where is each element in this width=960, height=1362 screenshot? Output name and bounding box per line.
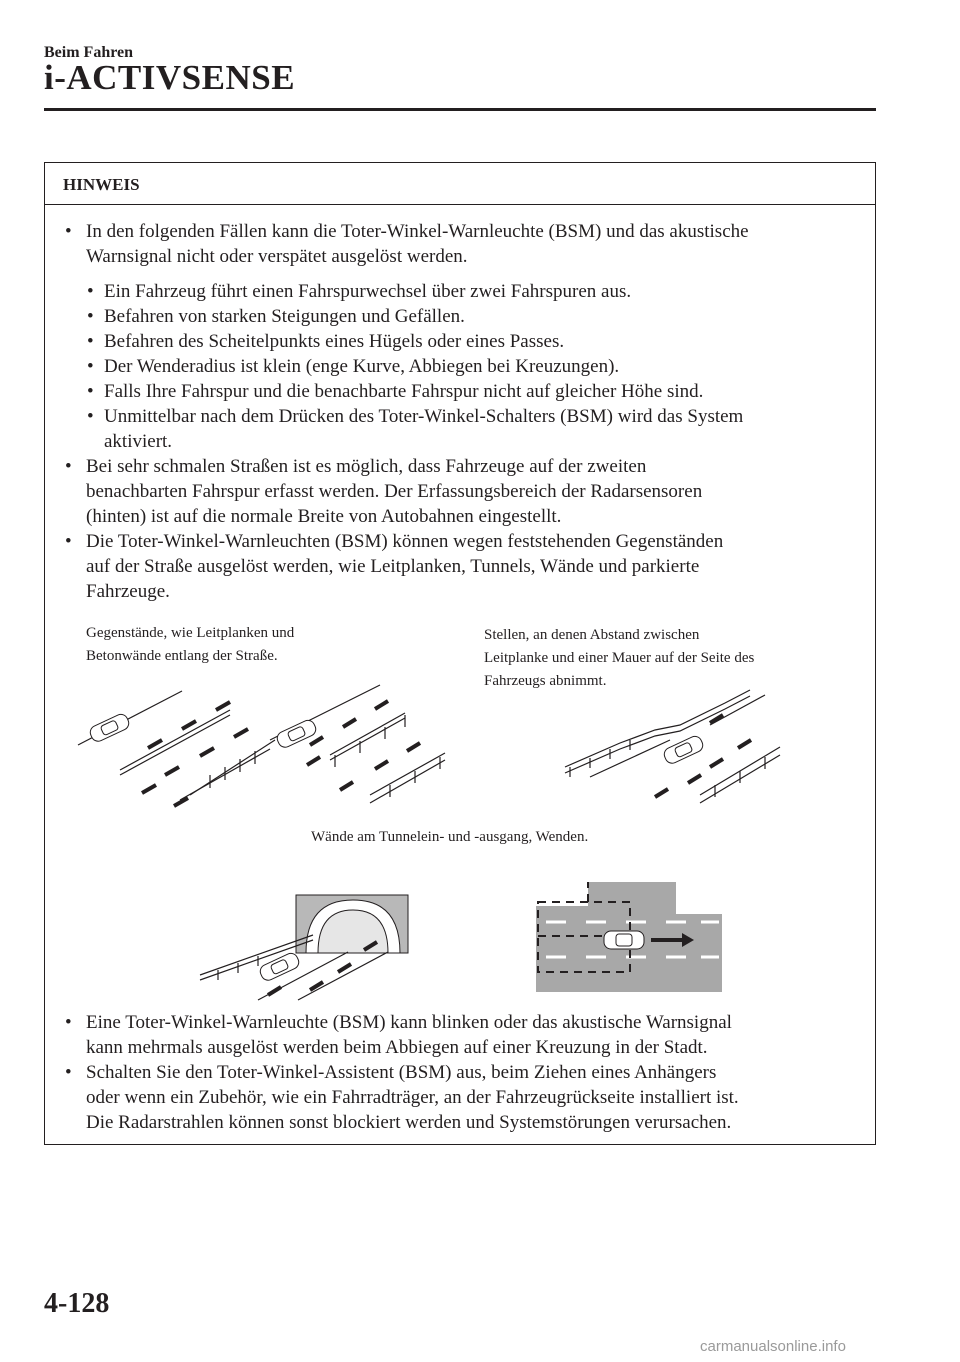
narrow-roads-line: Bei sehr schmalen Straßen ist es möglich, dass Fahrzeuge auf der zweiten [86,456,647,477]
narrowing-guardrail-illustration [560,685,785,810]
caption-left: Gegenstände, wie Leitplanken und Betonwände entlang der Straße. [86,625,295,664]
sub-item: Befahren von starken Steigungen und Gefällen. [104,306,465,327]
intersection-illustration [536,882,722,992]
narrow-roads-line: benachbarten Fahrspur erfasst werden. Der Erfassungsbereich der Radarsensoren [86,481,703,502]
sub-item: Unmittelbar nach dem Drücken des Toter-Winkel-Schalters (BSM) wird das System [104,406,744,427]
trailer-line: Die Radarstrahlen können sonst blockiert werden und Systemstörungen verursachen. [86,1112,732,1133]
sub-bullet: • [87,356,94,377]
stationary-line: Fahrzeuge. [86,581,170,602]
sub-item: Der Wenderadius ist klein (enge Kurve, Abbiegen bei Kreuzungen). [104,356,620,377]
bullet: • [65,221,72,242]
bullet: • [65,1062,72,1083]
blink-line: Eine Toter-Winkel-Warnleuchte (BSM) kann blinken oder das akustische Warnsignal [86,1012,732,1033]
watermark: carmanualsonline.info [700,1338,846,1355]
guardrail-illustration-1 [70,685,280,810]
stationary-line: Die Toter-Winkel-Warnleuchten (BSM) können wegen feststehenden Gegenständen [86,531,724,552]
bullet: • [65,531,72,552]
guardrail-illustration-2 [265,685,465,810]
sub-bullet: • [87,381,94,402]
section-label: Beim Fahren [44,44,134,61]
intro-line-2: Warnsignal nicht oder verspätet ausgelöst werden. [86,246,468,267]
caption-right: Stellen, an denen Abstand zwischen Leitplanke und einer Mauer auf der Seite des Fahrzeugs abnimmt. [484,627,755,689]
caption-bottom: Wände am Tunnelein- und -ausgang, Wenden. [311,829,589,845]
sub-item: Ein Fahrzeug führt einen Fahrspurwechsel über zwei Fahrspuren aus. [104,281,632,302]
note-title: HINWEIS [63,175,140,194]
stationary-line: auf der Straße ausgelöst werden, wie Leitplanken, Tunnels, Wände und parkierte [86,556,700,577]
blink-line: kann mehrmals ausgelöst werden beim Abbiegen auf einer Kreuzung in der Stadt. [86,1037,708,1058]
trailer-line: oder wenn ein Zubehör, wie ein Fahrradträger, an der Fahrzeugrückseite installiert ist. [86,1087,739,1108]
header-rule [44,108,876,111]
sub-bullet: • [87,406,94,427]
intro-line-1: In den folgenden Fällen kann die Toter-Winkel-Warnleuchte (BSM) und das akustische [86,221,749,242]
chapter-title: i-ACTIVSENSE [44,58,296,97]
sub-item: Falls Ihre Fahrspur und die benachbarte Fahrspur nicht auf gleicher Höhe sind. [104,381,704,402]
narrow-roads-line: (hinten) ist auf die normale Breite von Autobahnen eingestellt. [86,506,562,527]
sub-bullet: • [87,331,94,352]
bullet: • [65,1012,72,1033]
sub-item: Befahren des Scheitelpunkts eines Hügels oder eines Passes. [104,331,565,352]
sub-bullet: • [87,281,94,302]
page-number: 4-128 [44,1288,110,1319]
sub-bullet: • [87,306,94,327]
sub-item-continuation: aktiviert. [104,431,173,452]
bullet: • [65,456,72,477]
trailer-line: Schalten Sie den Toter-Winkel-Assistent (BSM) aus, beim Ziehen eines Anhängers [86,1062,717,1083]
tunnel-illustration [198,890,413,1002]
note-header [45,163,875,205]
